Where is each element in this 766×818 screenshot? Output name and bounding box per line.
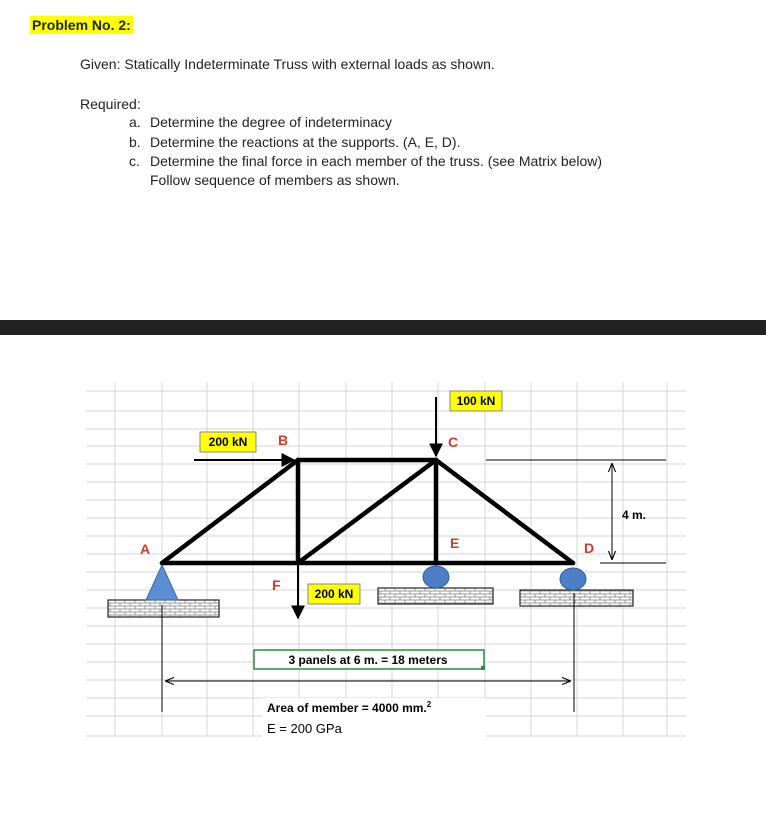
member-ab [162,460,298,563]
node-label-b: B [278,432,289,448]
node-label-d: D [584,540,595,556]
required-item-c-marker: c. [129,153,140,169]
node-label-c: C [448,434,459,450]
node-label-e: E [450,535,460,551]
truss-members [162,460,573,563]
span-label: 3 panels at 6 m. = 18 meters [288,653,448,667]
required-item-a-text: Determine the degree of indeterminacy [150,114,393,130]
required-continuation: Follow sequence of members as shown. [150,172,400,188]
spreadsheet-grid [86,382,686,736]
ground-block-d [520,590,633,606]
modulus-label: E = 200 GPa [267,721,342,736]
load-label-f: 200 kN [314,587,354,601]
area-label: Area of member = 4000 mm.$^2$ [267,700,432,715]
node-label-f: F [272,577,281,593]
height-label: 4 m. [622,508,647,522]
ground-block-a [108,600,219,617]
roller-support-d [560,568,586,590]
required-item-b-marker: b. [129,134,141,150]
required-label: Required: [80,96,141,112]
load-label-b: 200 kN [208,435,248,449]
member-fc [298,460,436,563]
given-statement: Given: Statically Indeterminate Truss with external loads as shown. [80,56,495,72]
required-item-c-text: Determine the final force in each member of the truss. (see Matrix below) [150,153,603,169]
problem-heading: Problem No. 2: [32,17,131,33]
load-label-c: 100 kN [456,394,496,408]
required-item-a-marker: a. [129,114,141,130]
pin-support-a [146,565,178,600]
node-label-a: A [140,541,151,557]
required-item-b-text: Determine the reactions at the supports. (A, E, D). [150,134,461,150]
roller-support-e [423,566,449,588]
ground-block-e [378,588,493,604]
